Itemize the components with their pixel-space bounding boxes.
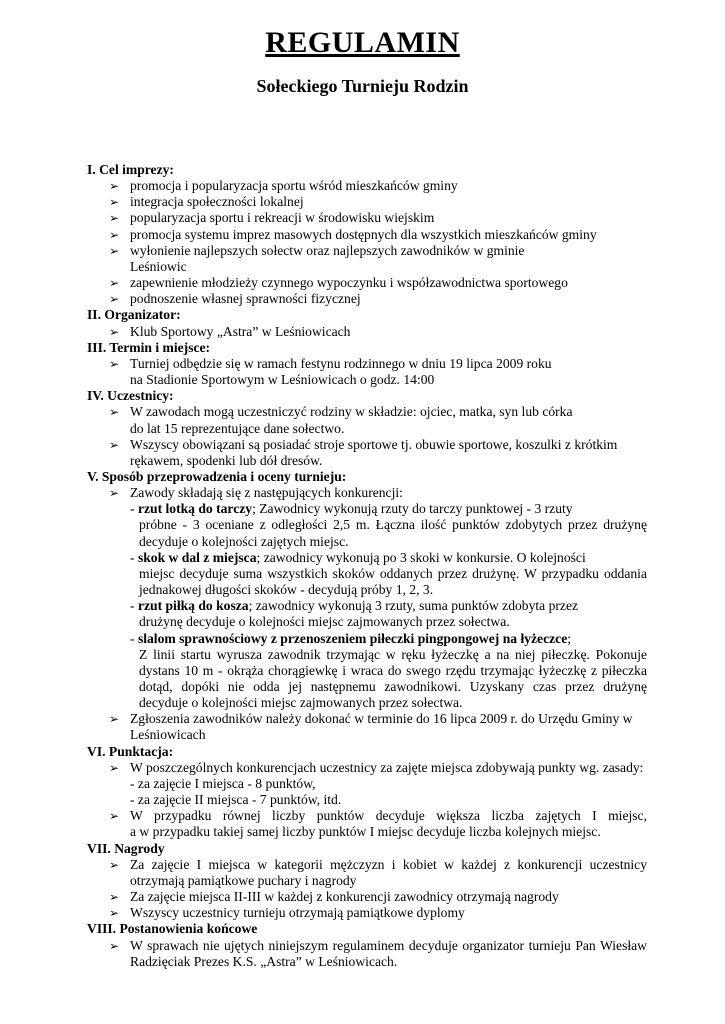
page-subtitle: Sołeckiego Turnieju Rodzin xyxy=(256,76,469,96)
list-item: ➢ popularyzacja sportu i rekreacji w środowisku wiejskim xyxy=(87,210,647,226)
scoring-rule: - za zajęcie I miejsca - 8 punktów, xyxy=(130,775,316,791)
list-item: ➢ W sprawach nie ujętych niniejszym regulaminem decyduje organizator turnieju Pan Wiesław xyxy=(87,938,647,954)
competition-name: slalom sprawnościowy z przenoszeniem piłeczki pingpongowej na łyżeczce xyxy=(137,630,568,646)
list-item: ➢ W przypadku równej liczby punktów decyduje większa liczba zajętych I miejsc, xyxy=(87,808,647,824)
list-item-continuation: Leśniowic xyxy=(130,258,187,274)
list-item: ➢ promocja i popularyzacja sportu wśród mieszkańców gminy xyxy=(87,178,647,194)
page-title: REGULAMIN xyxy=(265,26,460,59)
competition-desc: ; zawodnicy wykonują 3 rzuty, suma punktów zdobyta przez xyxy=(248,598,579,614)
competition-desc-line: próbne - 3 oceniane z odległości 2,5 m. Łączna ilość punktów zdobytych przez drużynę xyxy=(139,517,647,533)
competition-long-jump: - skok w dal z miejsca; zawodnicy wykonują po 3 skoki w konkursie. O kolejności xyxy=(130,549,586,565)
competition-darts: - rzut lotką do tarczy; Zawodnicy wykonują rzuty do tarczy punktowej - 3 rzuty xyxy=(130,501,573,517)
list-item: ➢ Za zajęcie I miejsca w kategorii mężczyzn i kobiet w każdej z konkurencji uczestnicy xyxy=(87,857,647,873)
competition-slalom: - slalom sprawnościowy z przenoszeniem piłeczki pingpongowej na łyżeczce; xyxy=(130,630,572,646)
scoring-rule: - za zajęcie II miejsca - 7 punktów, itd. xyxy=(130,792,342,808)
section-heading-prizes: VII. Nagrody xyxy=(87,840,165,856)
list-item-continuation: do lat 15 reprezentujące dane sołectwo. xyxy=(130,420,345,436)
section-heading-goals: I. Cel imprezy: xyxy=(87,162,174,177)
list-item: ➢ Zawody składają się z następujących konkurencji: xyxy=(87,485,647,501)
competition-name: skok w dal z miejsca xyxy=(137,549,257,565)
competition-desc-line: dystans 10 m - okrąża chorągiewkę i wraca do swego rzędu trzymając łyżeczkę z piłeczka xyxy=(139,662,647,678)
list-item: ➢ Za zajęcie miejsca II-III w każdej z konkurencji zawodnicy otrzymają nagrody xyxy=(87,889,647,905)
list-item-continuation: na Stadionie Sportowym w Leśniowicach o godz. 14:00 xyxy=(130,372,435,388)
competition-basketball: - rzut piłką do kosza; zawodnicy wykonują 3 rzuty, suma punktów zdobyta przez xyxy=(130,598,579,614)
list-item-continuation: a w przypadku takiej samej liczby punktów I miejsc decyduje liczba kolejnych miejsc. xyxy=(130,824,601,840)
section-heading-procedure: V. Sposób przeprowadzenia i oceny turnieju: xyxy=(87,468,347,484)
list-item: ➢ W zawodach mogą uczestniczyć rodziny w składzie: ojciec, matka, syn lub córka xyxy=(87,404,647,420)
list-item: ➢ Klub Sportowy „Astra” w Leśniowicach xyxy=(87,324,647,340)
list-item-continuation: otrzymają pamiątkowe puchary i nagrody xyxy=(130,872,357,888)
list-item: ➢ W poszczególnych konkurencjach uczestnicy za zajęte miejsca zdobywają punkty wg. zasady: xyxy=(87,760,647,776)
competition-desc-line: decyduje o kolejności miejsc zajmowanych przez sołectwa. xyxy=(139,695,463,711)
list-item: ➢ integracja społeczności lokalnej xyxy=(87,194,647,210)
list-item: ➢ promocja systemu imprez masowych dostępnych dla wszystkich mieszkańców gminy xyxy=(87,227,647,243)
section-heading-organizer: II. Organizator: xyxy=(87,307,181,323)
competition-desc: ; Zawodnicy wykonują rzuty do tarczy punktowej - 3 rzuty xyxy=(252,501,573,517)
competition-name: rzut piłką do kosza xyxy=(137,598,249,614)
list-item-continuation: Radzięciak Prezes K.S. „Astra” w Leśniowicach. xyxy=(130,953,398,969)
list-item: ➢ Wszyscy obowiązani są posiadać stroje sportowe tj. obuwie sportowe, koszulki z krótkim xyxy=(87,437,647,453)
list-item: ➢ zapewnienie młodzieży czynnego wypoczynku i współzawodnictwa sportowego xyxy=(87,275,647,291)
section-heading-participants: IV. Uczestnicy: xyxy=(87,388,174,404)
section-heading-scoring: VI. Punktacja: xyxy=(87,743,174,759)
list-item: ➢ Turniej odbędzie się w ramach festynu rodzinnego w dniu 19 lipca 2009 roku xyxy=(87,356,647,372)
section-heading-final-provisions: VIII. Postanowienia końcowe xyxy=(87,921,258,937)
competition-desc-line: miejsc decyduje suma wszystkich skoków oddanych przez drużynę. W przypadku oddania xyxy=(139,565,647,581)
competition-desc-line: decyduje o kolejności zajętych miejsc. xyxy=(139,533,349,549)
competition-desc-line: dotąd, dopóki nie odda jej następnemu zawodnikowi. Uzyskany czas przez drużynę xyxy=(139,679,647,694)
regulations-body xyxy=(87,162,647,970)
list-item: ➢ Zgłoszenia zawodników należy dokonać w terminie do 16 lipca 2009 r. do Urzędu Gminy w xyxy=(87,711,647,727)
competition-desc-line: jednakowej długości skoków - decydują próby 1, 2, 3. xyxy=(139,582,434,598)
section-heading-date-place: III. Termin i miejsce: xyxy=(87,339,211,355)
competition-desc-line: Z linii startu wyrusza zawodnik trzymając w ręku łyżeczkę a na niej piłeczkę. Pokonuje xyxy=(139,646,647,662)
competition-desc: ; xyxy=(567,630,572,646)
competition-name: rzut lotką do tarczy xyxy=(137,501,253,517)
competition-desc: ; zawodnicy wykonują po 3 skoki w konkursie. O kolejności xyxy=(256,549,586,565)
list-item: ➢ wyłonienie najlepszych sołectw oraz najlepszych zawodników w gminie xyxy=(87,243,647,259)
list-item: ➢ Wszyscy uczestnicy turnieju otrzymają pamiątkowe dyplomy xyxy=(87,905,647,921)
list-item-continuation: rękawem, spodenki lub dół dresów. xyxy=(130,452,323,468)
list-item: ➢ podnoszenie własnej sprawności fizycznej xyxy=(87,291,647,307)
competition-desc-line: drużynę decyduje o kolejności miejsc zajmowanych przez sołectwa. xyxy=(139,614,510,630)
list-item-continuation: Leśniowicach xyxy=(130,727,206,743)
